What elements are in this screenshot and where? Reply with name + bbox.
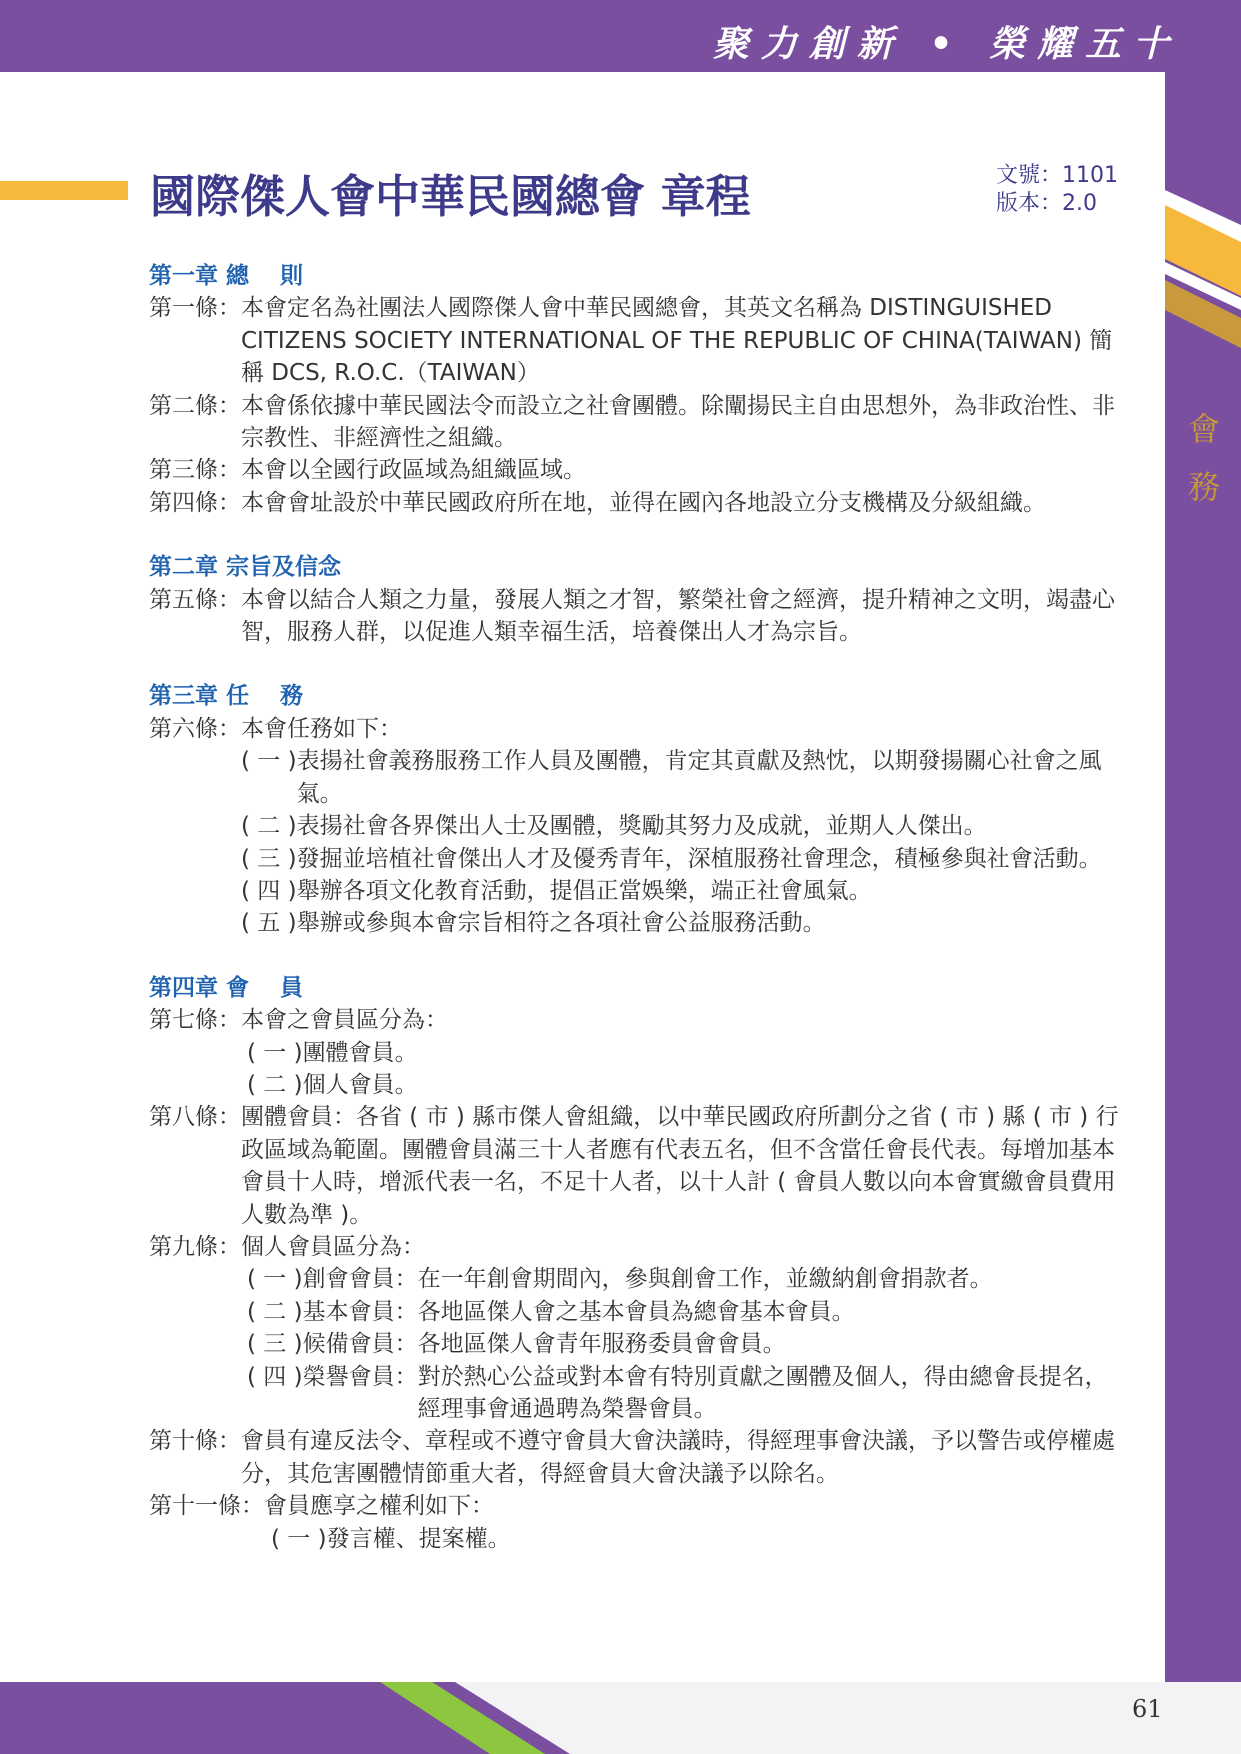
item-text: 個人會員。 bbox=[302, 1071, 418, 1098]
article-text: 會員應享之權利如下： bbox=[264, 1493, 494, 1520]
item-number: ( 五 ) bbox=[241, 910, 297, 937]
article bbox=[149, 1004, 1124, 1036]
item-text: 舉辦各項文化教育活動，提倡正當娛樂，端正社會風氣。 bbox=[296, 877, 872, 904]
article-text: 本會會址設於中華民國政府所在地，並得在國內各地設立分支機構及分級組織。 bbox=[241, 489, 1046, 516]
article bbox=[149, 292, 1124, 389]
article bbox=[149, 584, 1124, 649]
item-number: ( 一 ) bbox=[247, 1039, 303, 1066]
article-item bbox=[149, 745, 1124, 810]
item-number: ( 三 ) bbox=[241, 845, 297, 872]
item-number: ( 一 ) bbox=[271, 1525, 327, 1552]
article-item bbox=[149, 1523, 1124, 1555]
article-label: 第六條： bbox=[149, 715, 241, 742]
article-item bbox=[149, 875, 1124, 907]
article bbox=[149, 1231, 1124, 1263]
item-text: 表揚社會各界傑出人士及團體，獎勵其努力及成就，並期人人傑出。 bbox=[296, 813, 987, 840]
article-label: 第五條： bbox=[149, 586, 241, 613]
item-number: ( 四 ) bbox=[241, 877, 297, 904]
member-type-item bbox=[149, 1361, 1124, 1426]
item-text: 舉辦或參與本會宗旨相符之各項社會公益服務活動。 bbox=[296, 910, 826, 937]
article-label: 第四條： bbox=[149, 489, 241, 516]
item-number: ( 二 ) bbox=[247, 1071, 303, 1098]
member-type-text: 對於熱心公益或對本會有特別貢獻之團體及個人，得由總會長提名，經理事會通過聘為榮譽會員。 bbox=[417, 1363, 1108, 1422]
charter-content bbox=[149, 260, 1124, 1555]
item-number: ( 二 ) bbox=[241, 813, 297, 840]
article-item bbox=[149, 1069, 1124, 1101]
article-label: 第八條： bbox=[149, 1104, 241, 1131]
article bbox=[149, 487, 1124, 519]
item-number: ( 二 ) bbox=[247, 1298, 303, 1325]
item-text: 發掘並培植社會傑出人才及優秀青年，深植服務社會理念，積極參與社會活動。 bbox=[296, 845, 1102, 872]
item-number: ( 一 ) bbox=[241, 748, 297, 775]
article-text: 本會以結合人類之力量，發展人類之才智，繁榮社會之經濟，提升精神之文明，竭盡心智，服務人群，以促進人類幸福生活，培養傑出人才為宗旨。 bbox=[241, 586, 1115, 646]
article-text: 個人會員區分為： bbox=[241, 1233, 425, 1260]
document-info bbox=[996, 162, 1118, 218]
item-text: 發言權、提案權。 bbox=[326, 1525, 511, 1552]
article bbox=[149, 390, 1124, 455]
article-text: 本會定名為社團法人國際傑人會中華民國總會，其英文名稱為 DISTINGUISHED CITIZENS SOCIETY INTERNATIONAL OF THE REPUBLIC OF CHINA(TAIWAN) 簡稱 DCS, R.O.C.（TAIWAN） bbox=[241, 295, 1113, 387]
section-label: 會 務 bbox=[1187, 410, 1220, 506]
chapter-heading: 第四章 會 員 bbox=[149, 974, 304, 1001]
article bbox=[149, 713, 1124, 745]
article-item bbox=[149, 843, 1124, 875]
member-type-label: 創會會員： bbox=[302, 1266, 418, 1293]
chapter-heading: 第二章 宗旨及信念 bbox=[149, 554, 342, 581]
item-number: ( 四 ) bbox=[247, 1363, 303, 1390]
article-text: 會員有違反法令、章程或不遵守會員大會決議時，得經理事會決議，予以警告或停權處分，其危害團體情節重大者，得經會員大會決議予以除名。 bbox=[241, 1428, 1115, 1487]
header-motto: 聚力創新 • 榮耀五十 bbox=[712, 23, 1181, 65]
document-version: 版本：2.0 bbox=[996, 191, 1097, 216]
article-label: 第二條： bbox=[149, 392, 241, 419]
article-text: 本會之會員區分為： bbox=[241, 1007, 448, 1034]
article-label: 第十一條： bbox=[149, 1493, 264, 1520]
member-type-label: 基本會員： bbox=[302, 1298, 418, 1325]
item-text: 團體會員。 bbox=[302, 1039, 418, 1066]
article-label: 第七條： bbox=[149, 1007, 241, 1034]
article bbox=[149, 454, 1124, 486]
article-item bbox=[149, 907, 1124, 939]
article-label: 第一條： bbox=[149, 295, 241, 322]
document-number: 文號：1101 bbox=[996, 163, 1118, 188]
article bbox=[149, 1425, 1124, 1490]
member-type-label: 榮譽會員： bbox=[302, 1363, 418, 1390]
member-type-item bbox=[149, 1296, 1124, 1328]
article-label: 第十條： bbox=[149, 1428, 241, 1455]
chapter-heading: 第三章 任 務 bbox=[149, 683, 304, 710]
item-text: 表揚社會義務服務工作人員及團體，肯定其貢獻及熱忱，以期發揚關心社會之風氣。 bbox=[296, 748, 1102, 807]
page-title: 國際傑人會中華民國總會 章程 bbox=[150, 170, 751, 223]
bottom-card-fill bbox=[0, 1650, 1165, 1682]
chapter-heading: 第一章 總 則 bbox=[149, 263, 304, 289]
bottom-stripe-light bbox=[455, 1682, 1241, 1754]
item-number: ( 三 ) bbox=[247, 1331, 303, 1358]
member-type-text: 在一年創會期間內，參與創會工作，並繳納創會捐款者。 bbox=[417, 1266, 993, 1293]
title-accent-bar bbox=[0, 181, 128, 200]
article bbox=[149, 1101, 1124, 1231]
article-label: 第九條： bbox=[149, 1233, 241, 1260]
article-text: 團體會員：各省 ( 市 ) 縣市傑人會組織，以中華民國政府所劃分之省 ( 市 ) 縣 ( 市 ) 行政區域為範圍。團體會員滿三十人者應有代表五名，但不含當任會長代表。每增加基本會員十人時，增派代表一名，不足十人者，以十人計 ( 會員人數以向本會實繳會員費用人數為準 )。 bbox=[241, 1104, 1119, 1228]
article bbox=[149, 1490, 1124, 1522]
article-item bbox=[149, 810, 1124, 842]
member-type-item bbox=[149, 1263, 1124, 1295]
item-number: ( 一 ) bbox=[247, 1266, 303, 1293]
article-text: 本會係依據中華民國法令而設立之社會團體。除闡揚民主自由思想外，為非政治性、非宗教性、非經濟性之組織。 bbox=[241, 392, 1115, 452]
article-item bbox=[149, 1037, 1124, 1069]
member-type-item bbox=[149, 1328, 1124, 1360]
page-number: 61 bbox=[1132, 1695, 1163, 1723]
member-type-text: 各地區傑人會之基本會員為總會基本會員。 bbox=[417, 1298, 855, 1325]
article-label: 第三條： bbox=[149, 457, 241, 484]
member-type-label: 候備會員： bbox=[302, 1331, 418, 1358]
article-text: 本會任務如下： bbox=[241, 715, 402, 742]
member-type-text: 各地區傑人會青年服務委員會會員。 bbox=[417, 1331, 786, 1358]
article-text: 本會以全國行政區域為組織區域。 bbox=[241, 457, 586, 484]
